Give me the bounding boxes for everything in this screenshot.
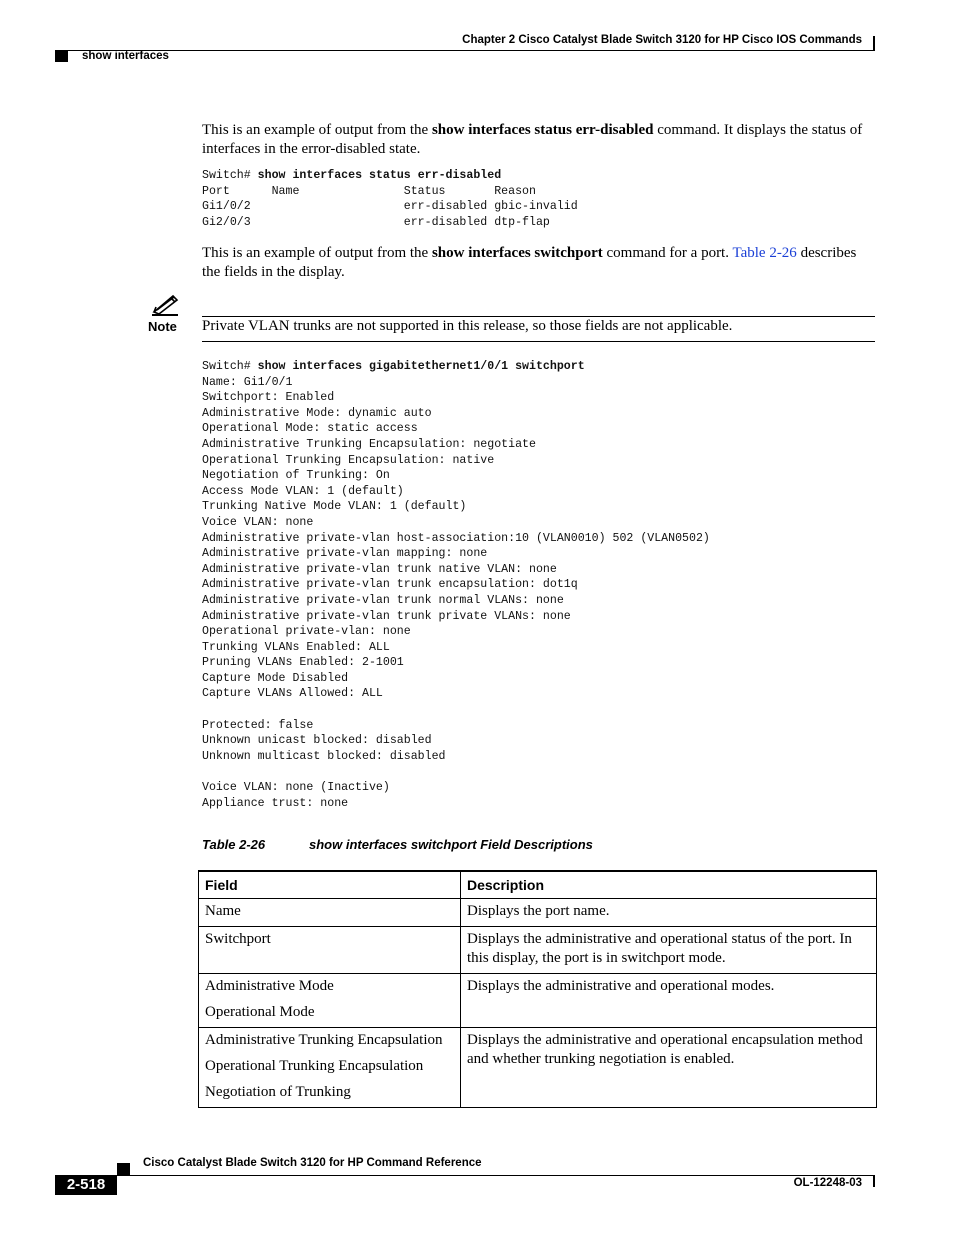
table-row bbox=[199, 1028, 877, 1108]
column-header-field: Field bbox=[199, 871, 461, 899]
description-cell: Displays the port name. bbox=[461, 899, 877, 927]
column-header-description: Description bbox=[461, 871, 877, 899]
field-name: Administrative Mode bbox=[205, 978, 334, 994]
intro2-text-mid: command for a port. bbox=[602, 245, 733, 261]
table-row bbox=[199, 927, 877, 974]
intro2-text-pre: This is an example of output from the bbox=[202, 245, 432, 261]
intro2-text-post: describes the fields in the display. bbox=[202, 245, 857, 280]
page-number: 2-518 bbox=[55, 1175, 117, 1195]
table-header-row bbox=[199, 871, 877, 899]
field-cell bbox=[199, 1028, 461, 1108]
field-cell bbox=[199, 899, 461, 927]
intro-paragraph-1 bbox=[202, 121, 874, 159]
intro1-text-post: command. It displays the status of interfaces in the error-disabled state. bbox=[202, 122, 863, 157]
description-cell: Displays the administrative and operational encapsulation method and whether trunking negotiation is enabled. bbox=[461, 1028, 877, 1108]
note-label: Note bbox=[148, 319, 177, 334]
description-cell: Displays the administrative and operational modes. bbox=[461, 974, 877, 1028]
code1-output: Port Name Status Reason Gi1/0/2 err-disabled gbic-invalid Gi2/0/3 err-disabled dtp-flap bbox=[202, 184, 578, 229]
table-caption bbox=[202, 837, 593, 852]
header-rule bbox=[55, 50, 874, 51]
running-header-chapter: Chapter 2 Cisco Catalyst Blade Switch 3120 for HP Cisco IOS Commands bbox=[462, 34, 862, 46]
table-row bbox=[199, 974, 877, 1028]
field-cell bbox=[199, 974, 461, 1028]
field-name: Negotiation of Trunking bbox=[205, 1084, 351, 1100]
document-id: OL-12248-03 bbox=[793, 1177, 862, 1189]
header-marker bbox=[55, 50, 68, 62]
note-bottom-rule bbox=[202, 341, 875, 342]
table-title: show interfaces switchport Field Descriptions bbox=[309, 837, 593, 852]
intro-paragraph-2 bbox=[202, 244, 874, 282]
intro1-text-pre: This is an example of output from the bbox=[202, 122, 432, 138]
code1-command: show interfaces status err-disabled bbox=[257, 169, 502, 182]
code2-prompt: Switch# bbox=[202, 360, 258, 373]
code1-prompt: Switch# bbox=[202, 169, 258, 182]
code-example-switchport bbox=[202, 359, 710, 811]
code-example-err-disabled bbox=[202, 168, 578, 230]
field-name: Operational Trunking Encapsulation bbox=[205, 1058, 424, 1074]
footer-marker bbox=[117, 1163, 130, 1175]
running-header-section: show interfaces bbox=[82, 50, 169, 62]
field-name: Switchport bbox=[205, 931, 271, 947]
table-cross-reference-link[interactable]: Table 2-26 bbox=[732, 245, 797, 261]
intro1-command: show interfaces status err-disabled bbox=[431, 122, 654, 138]
note-top-rule bbox=[202, 316, 875, 317]
header-tick bbox=[873, 36, 875, 51]
pencil-note-icon bbox=[150, 293, 180, 317]
table-row bbox=[199, 899, 877, 927]
field-descriptions-table bbox=[198, 870, 877, 1108]
description-cell: Displays the administrative and operational status of the port. In this display, the port is in switchport mode. bbox=[461, 927, 877, 974]
intro2-command: show interfaces switchport bbox=[431, 245, 603, 261]
code2-output: Name: Gi1/0/1 Switchport: Enabled Administrative Mode: dynamic auto Operational Mode: static access Administrative Trunking Encapsulation: negotiate Operational Trunking Encapsulation: native Negotiation of Trunking: On Access Mode VLAN: 1 (default) Trunking Native Mode VLAN: 1 (default) Voice VLAN: none Administrative private-vlan host-association:10 (VLAN0010) 502 (VLAN0502) Administrative private-vlan mapping: none Administrative private-vlan trunk native VLAN: none Administrative private-vlan trunk encapsulation: dot1q Administrative private-vlan trunk normal VLANs: none Administrative private-vlan trunk private VLANs: none Operational private-vlan: none Trunking VLANs Enabled: ALL Pruning VLANs Enabled: 2-1001 Capture Mode Disabled Capture VLANs Allowed: ALL Protected: false Unknown unicast blocked: disabled Unknown multicast blocked: disabled Voice VLAN: none (Inactive) Appliance trust: none bbox=[202, 375, 710, 810]
footer-rule bbox=[117, 1175, 874, 1176]
field-name: Administrative Trunking Encapsulation bbox=[205, 1032, 443, 1048]
footer-book-title: Cisco Catalyst Blade Switch 3120 for HP Command Reference bbox=[143, 1157, 482, 1169]
field-name: Operational Mode bbox=[205, 1004, 315, 1020]
field-name: Name bbox=[205, 903, 241, 919]
field-cell bbox=[199, 927, 461, 974]
note-text: Private VLAN trunks are not supported in this release, so those fields are not applicable. bbox=[202, 318, 733, 334]
code2-command: show interfaces gigabitethernet1/0/1 switchport bbox=[257, 360, 585, 373]
table-number: Table 2-26 bbox=[202, 837, 266, 852]
footer-tick bbox=[873, 1175, 875, 1187]
